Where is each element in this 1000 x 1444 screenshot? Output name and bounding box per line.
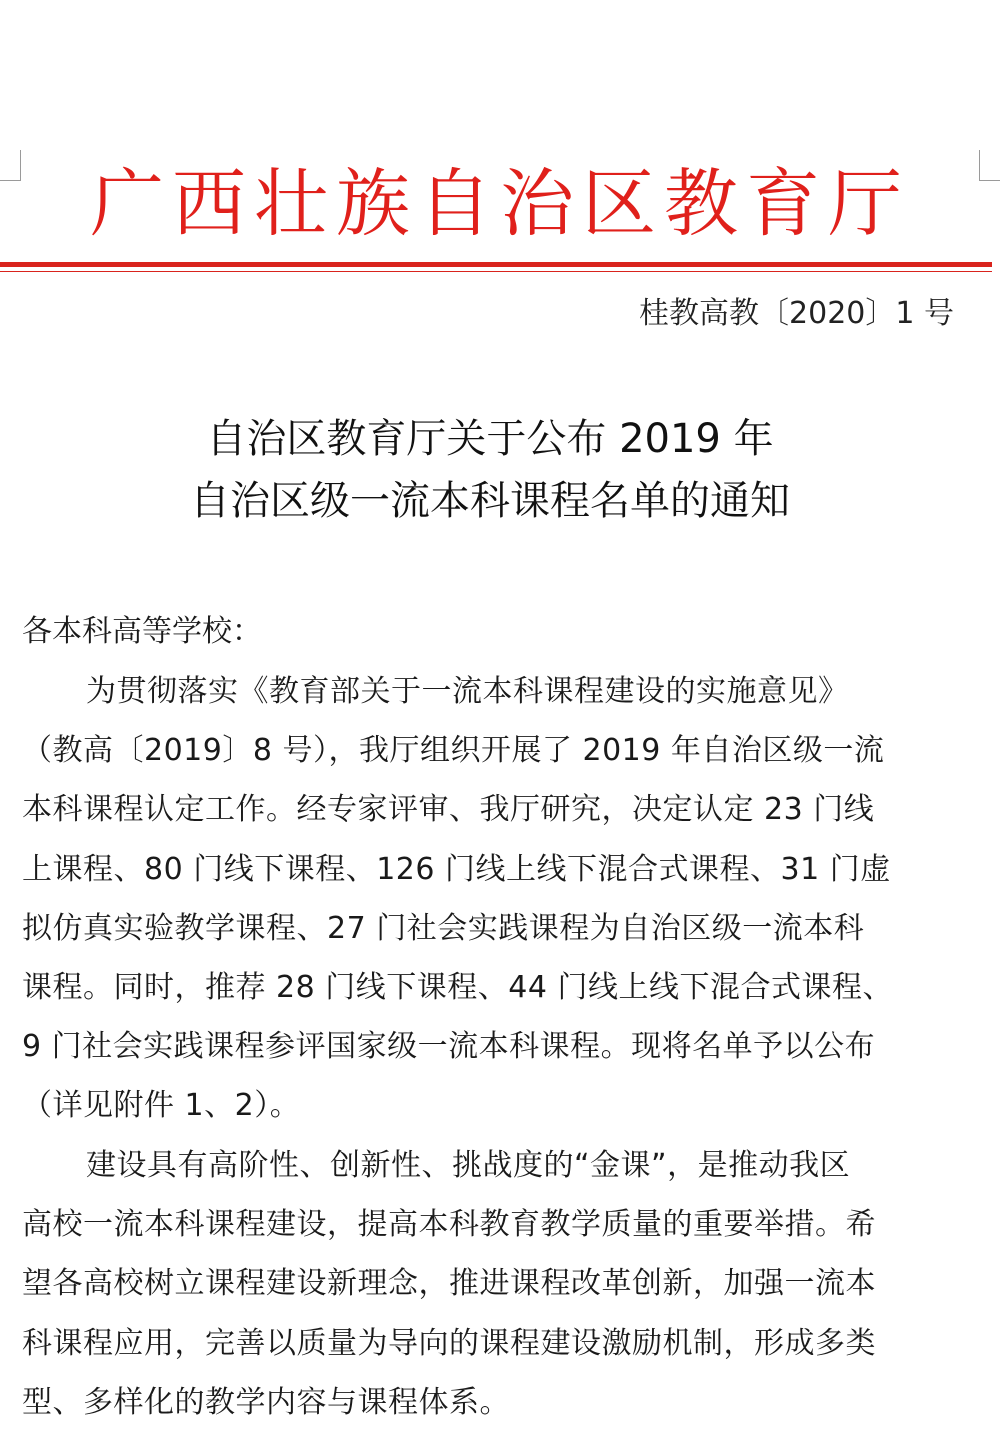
salutation: 各本科高等学校： bbox=[22, 614, 262, 649]
paragraph-line: 望各高校树立课程建设新理念，推进课程改革创新，加强一流本 bbox=[22, 1266, 876, 1302]
paragraph-line: 拟仿真实验教学课程、27 门社会实践课程为自治区级一流本科 bbox=[22, 910, 865, 946]
paragraph-line: （详见附件 1、2）。 bbox=[22, 1088, 301, 1124]
paragraph-line: 型、多样化的教学内容与课程体系。 bbox=[22, 1384, 510, 1420]
paragraph-line: 本科课程认定工作。经专家评审、我厅研究，决定认定 23 门线 bbox=[22, 792, 875, 828]
red-rule bbox=[0, 262, 992, 267]
document-title bbox=[0, 408, 980, 532]
paragraph-line: （教高〔2019〕8 号），我厅组织开展了 2019 年自治区级一流 bbox=[22, 733, 885, 769]
paragraph-line: 上课程、80 门线下课程、126 门线上线下混合式课程、31 门虚 bbox=[22, 851, 891, 887]
title-line-1: 自治区教育厅关于公布 2019 年 bbox=[206, 416, 774, 462]
red-rule-thin bbox=[0, 271, 992, 272]
masthead: 广西壮族自治区教育厅 bbox=[90, 161, 910, 247]
paragraph-line: 9 门社会实践课程参评国家级一流本科课程。现将名单予以公布 bbox=[22, 1029, 876, 1065]
title-line-2: 自治区级一流本科课程名单的通知 bbox=[190, 478, 790, 524]
paragraph-line: 科课程应用，完善以质量为导向的课程建设激励机制，形成多类 bbox=[22, 1325, 876, 1361]
paragraph-line: 为贯彻落实《教育部关于一流本科课程建设的实施意见》 bbox=[86, 674, 849, 709]
paragraph-1 bbox=[22, 662, 962, 1136]
document-number: 桂教高教〔2020〕1 号 bbox=[639, 296, 954, 331]
paragraph-line: 建设具有高阶性、创新性、挑战度的“金课”，是推动我区 bbox=[86, 1148, 851, 1183]
paragraph-2 bbox=[22, 1136, 962, 1432]
paragraph-line: 高校一流本科课程建设，提高本科教育教学质量的重要举措。希 bbox=[22, 1207, 876, 1243]
paragraph-line: 课程。同时，推荐 28 门线下课程、44 门线上线下混合式课程、 bbox=[22, 970, 893, 1006]
